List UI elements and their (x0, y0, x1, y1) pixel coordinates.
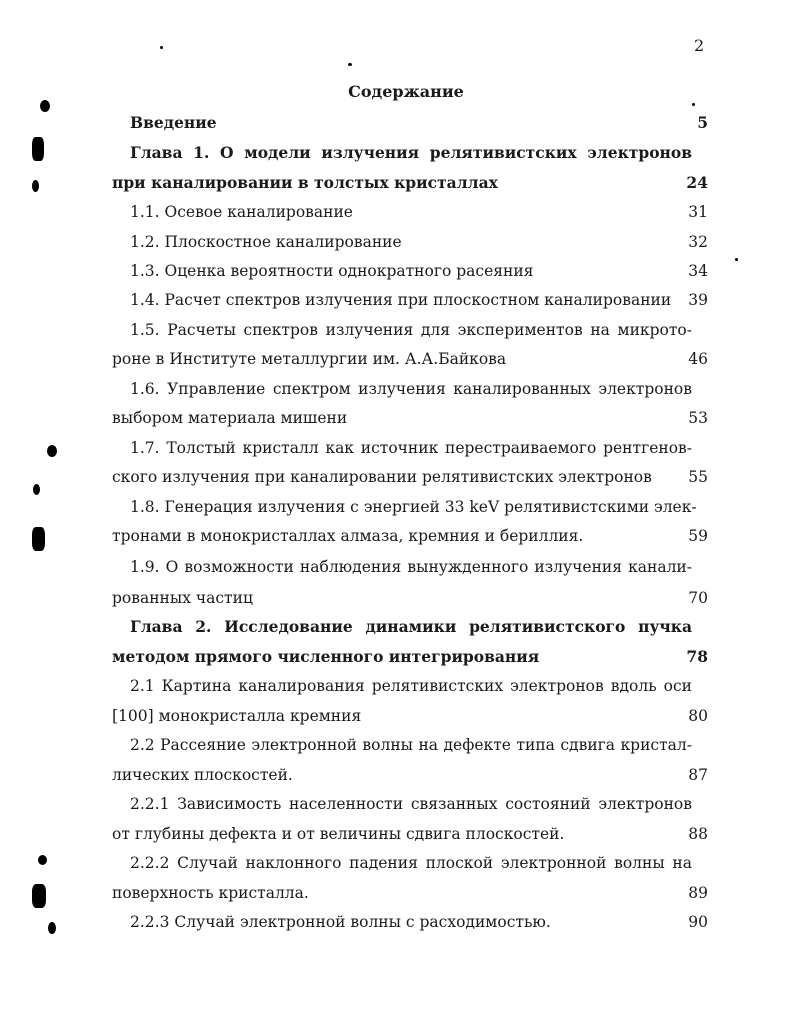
scan-speck (48, 922, 56, 934)
toc-entry-text: 1.6. Управление спектром излучения каналированных электронов (130, 380, 692, 398)
toc-entry-text: лических плоскостей. (112, 766, 293, 784)
toc-entry-text: ского излучения при каналировании релятивистских электронов (112, 468, 652, 486)
scan-speck (160, 46, 163, 49)
scan-speck (32, 180, 39, 192)
toc-entry-page: 34 (688, 262, 708, 280)
scan-speck (33, 484, 40, 495)
scan-speck (348, 63, 352, 66)
toc-entry (112, 646, 708, 668)
scan-speck (32, 137, 44, 161)
toc-entry-text: от глубины дефекта и от величины сдвига плоскостей. (112, 825, 565, 843)
scan-speck (47, 445, 57, 457)
scan-speck (38, 855, 47, 865)
toc-entry-text: 2.2.2 Случай наклонного падения плоской электронной волны на (130, 854, 692, 872)
toc-entry-text: 1.4. Расчет спектров излучения при плоскостном каналировании (130, 291, 672, 309)
toc-entry-page: 89 (688, 884, 708, 902)
toc-entry-page: 78 (686, 647, 708, 666)
toc-entry-page: 32 (688, 233, 708, 251)
scan-speck (40, 100, 50, 112)
toc-entry-text: при каналировании в толстых кристаллах (112, 173, 498, 192)
toc-entry (112, 260, 708, 282)
toc-entry-text: методом прямого численного интегрирования (112, 647, 540, 666)
toc-entry-text: роне в Институте металлургии им. А.А.Байкова (112, 350, 507, 368)
toc-entry (112, 319, 708, 341)
toc-entry-text: 1.3. Оценка вероятности однократного расеяния (130, 262, 534, 280)
toc-entry-text: 1.5. Расчеты спектров излучения для экспериментов на микрото- (130, 321, 692, 339)
toc-entry (112, 112, 708, 134)
toc-entry-page: 46 (688, 350, 708, 368)
toc-entry-text: Глава 2. Исследование динамики релятивистского пучка (130, 617, 692, 636)
toc-entry-page: 88 (688, 825, 708, 843)
toc-entry (112, 705, 708, 727)
toc-entry-text: 1.7. Толстый кристалл как источник перестраиваемого рентгенов- (130, 439, 692, 457)
toc-entry (112, 823, 708, 845)
toc-entry-text: 1.2. Плоскостное каналирование (130, 233, 402, 251)
toc-entry (112, 793, 708, 815)
toc-entry (112, 882, 708, 904)
toc-entry (112, 675, 708, 697)
toc-entry (112, 348, 708, 370)
toc-entry-page: 31 (688, 203, 708, 221)
toc-entry-text: 2.2.3 Случай электронной волны с расходимостью. (130, 913, 551, 931)
toc-entry (112, 734, 708, 756)
toc-entry (112, 496, 708, 518)
toc-entry-page: 59 (688, 527, 708, 545)
toc-entry-text: 2.2 Рассеяние электронной волны на дефекте типа сдвига кристал- (130, 736, 692, 754)
toc-entry (112, 437, 708, 459)
scan-speck (692, 103, 695, 106)
toc-entry (112, 172, 708, 194)
toc-entry (112, 852, 708, 874)
toc-entry-text: тронами в монокристаллах алмаза, кремния и бериллия. (112, 527, 584, 545)
toc-entry-text: 1.1. Осевое каналирование (130, 203, 353, 221)
toc-entry-page: 53 (688, 409, 708, 427)
toc-entry-text: 1.8. Генерация излучения с энергией 33 keV релятивистскими элек- (130, 498, 697, 516)
scan-speck (735, 258, 738, 261)
toc-entry (112, 587, 708, 609)
toc-entry (112, 466, 708, 488)
toc-entry-page: 24 (686, 173, 708, 192)
toc-entry (112, 911, 708, 933)
toc-entry-page: 87 (688, 766, 708, 784)
toc-entry-page: 55 (688, 468, 708, 486)
toc-entry (112, 201, 708, 223)
toc-entry (112, 289, 708, 311)
page-title: Содержание (348, 82, 464, 101)
toc-entry-text: рованных частиц (112, 589, 253, 607)
toc-entry-text: 2.1 Картина каналирования релятивистских электронов вдоль оси (130, 677, 692, 695)
toc-entry-text: выбором материала мишени (112, 409, 348, 427)
toc-entry-page: 5 (697, 113, 708, 132)
toc-entry-text: 1.9. О возможности наблюдения вынужденного излучения канали- (130, 558, 692, 576)
toc-entry (112, 525, 708, 547)
toc-entry-page: 70 (688, 589, 708, 607)
toc-entry-text: поверхность кристалла. (112, 884, 309, 902)
toc-entry (112, 556, 708, 578)
toc-entry (112, 142, 708, 164)
scan-speck (32, 527, 45, 551)
toc-entry-page: 39 (688, 291, 708, 309)
page-number: 2 (694, 36, 705, 55)
toc-entry-text: Введение (130, 113, 217, 132)
toc-entry (112, 616, 708, 638)
toc-entry-page: 90 (688, 913, 708, 931)
toc-entry (112, 231, 708, 253)
toc-entry-text: Глава 1. О модели излучения релятивистских электронов (130, 143, 692, 162)
scan-speck (32, 884, 46, 908)
toc-entry-text: [100] монокристалла кремния (112, 707, 362, 725)
toc-entry-text: 2.2.1 Зависимость населенности связанных состояний электронов (130, 795, 692, 813)
toc-entry (112, 764, 708, 786)
toc-entry (112, 407, 708, 429)
toc-entry-page: 80 (688, 707, 708, 725)
toc-entry (112, 378, 708, 400)
